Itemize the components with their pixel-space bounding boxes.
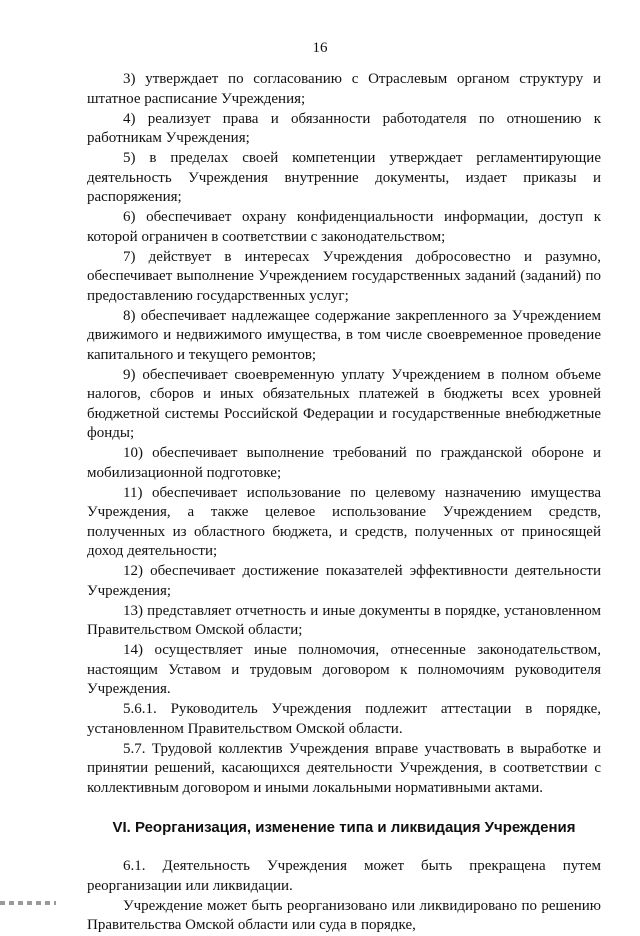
paragraph: 4) реализует права и обязанности работодателя по отношению к работникам Учреждения;: [87, 110, 601, 146]
document-body: [87, 70, 601, 936]
paragraph: 3) утверждает по согласованию с Отраслевым органом структуру и штатное расписание Учреждения;: [87, 71, 601, 107]
paragraph: 5.6.1. Руководитель Учреждения подлежит аттестации в порядке, установленном Правительством Омской области.: [87, 701, 601, 737]
paragraph: 13) представляет отчетность и иные документы в порядке, установленном Правительством Омской области;: [87, 602, 601, 638]
paragraph: 7) действует в интересах Учреждения добросовестно и разумно, обеспечивает выполнение Учреждением государственных заданий (заданий) по предоставлению государственных услуг;: [87, 248, 601, 304]
paragraph: 8) обеспечивает надлежащее содержание закрепленного за Учреждением движимого и недвижимого имущества, в том числе своевременное проведение капитального и текущего ремонтов;: [87, 307, 601, 363]
paragraph: 11) обеспечивает использование по целевому назначению имущества Учреждения, а также целевое использование Учреждением средств, полученных из областного бюджета, и средств, полученных от приносящей доход деятельности;: [87, 484, 601, 559]
paragraph: 5.7. Трудовой коллектив Учреждения вправе участвовать в выработке и принятии решений, касающихся деятельности Учреждения, в соответствии с коллективным договором и иными локальными нормативными актами.: [87, 740, 601, 796]
scan-edge-mark: [0, 901, 56, 905]
paragraph: 14) осуществляет иные полномочия, отнесенные законодательством, настоящим Уставом и трудовым договором к полномочиям руководителя Учреждения.: [87, 642, 601, 697]
paragraph: 6.1. Деятельность Учреждения может быть прекращена путем реорганизации или ликвидации.: [87, 858, 601, 894]
page-number: 16: [312, 40, 328, 56]
paragraph: 6) обеспечивает охрану конфиденциальности информации, доступ к которой ограничен в соответствии с законодательством;: [87, 209, 601, 245]
paragraph: 5) в пределах своей компетенции утверждает регламентирующие деятельность Учреждения внутренние документы, издает приказы и распоряжения;: [87, 150, 601, 205]
paragraph: 9) обеспечивает своевременную уплату Учреждением в полном объеме налогов, сборов и иных обязательных платежей в бюджеты всех уровней бюджетной системы Российской Федерации и государственные внебюджетные фонды;: [87, 366, 601, 441]
paragraph: Учреждение может быть реорганизовано или ликвидировано по решению Правительства Омской области или суда в порядке,: [87, 897, 601, 933]
paragraph: 12) обеспечивает достижение показателей эффективности деятельности Учреждения;: [87, 563, 601, 599]
section-heading: VI. Реорганизация, изменение типа и ликвидация Учреждения: [112, 819, 576, 836]
paragraph: 10) обеспечивает выполнение требований по гражданской обороне и мобилизационной подготовке;: [87, 445, 601, 481]
